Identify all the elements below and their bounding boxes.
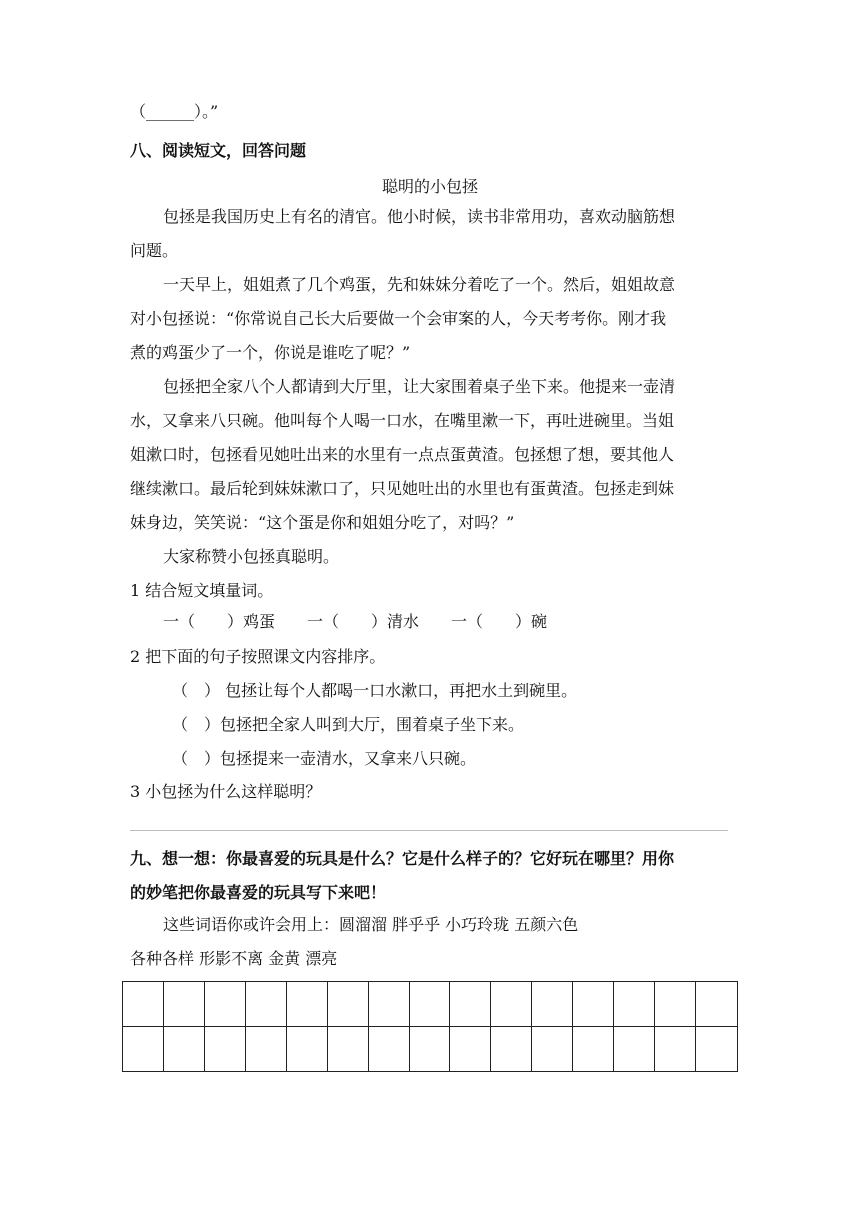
writing-grid-cell[interactable] (410, 1027, 451, 1072)
passage-paragraph-3-line-2: 水，又拿来八只碗。他叫每个人喝一口水，在嘴里漱一下，再吐进碗里。当姐 (130, 411, 675, 430)
passage-paragraph-4: 大家称赞小包拯真聪明。 (163, 547, 340, 566)
section-9-heading-line-2: 的妙笔把你最喜爱的玩具写下来吧！ (130, 883, 387, 902)
writing-grid-cell[interactable] (491, 1027, 532, 1072)
writing-grid-cell[interactable] (164, 982, 205, 1027)
writing-grid-cell[interactable] (655, 1027, 696, 1072)
passage-paragraph-3-line-5: 妹身边，笑笑说：“这个蛋是你和姐姐分吃了，对吗？” (130, 513, 515, 532)
writing-grid-cell[interactable] (328, 1027, 369, 1072)
passage-title: 聪明的小包拯 (381, 177, 478, 196)
writing-grid[interactable] (122, 981, 738, 1072)
writing-grid-cell[interactable] (328, 982, 369, 1027)
passage-paragraph-2-line-3: 煮的鸡蛋少了一个，你说是谁吃了呢？” (130, 343, 411, 362)
writing-grid-cell[interactable] (123, 1027, 164, 1072)
passage-paragraph-2-line-2: 对小包拯说：“你常说自己长大后要做一个会审案的人，今天考考你。刚才我 (130, 309, 667, 328)
writing-grid-cell[interactable] (450, 1027, 491, 1072)
writing-grid-cell[interactable] (246, 1027, 287, 1072)
answer-blank-line: （______）。” (130, 102, 219, 121)
question-2: 2 把下面的句子按照课文内容排序。 (130, 647, 386, 666)
section-8-heading: 八、阅读短文，回答问题 (130, 141, 307, 160)
question-1: 1 结合短文填量词。 (130, 581, 274, 600)
writing-grid-cell[interactable] (696, 1027, 737, 1072)
writing-grid-cell[interactable] (205, 1027, 246, 1072)
writing-grid-cell[interactable] (614, 1027, 655, 1072)
section-9-heading-line-1: 九、想一想：你最喜爱的玩具是什么？它是什么样子的？它好玩在哪里？用你 (130, 849, 675, 868)
writing-grid-cell[interactable] (369, 1027, 410, 1072)
writing-grid-cell[interactable] (369, 982, 410, 1027)
passage-paragraph-3-line-1: 包拯把全家八个人都请到大厅里，让大家围着桌子坐下来。他提来一壶清 (163, 377, 676, 396)
writing-grid-cell[interactable] (246, 982, 287, 1027)
passage-paragraph-1-line-2: 问题。 (130, 241, 179, 260)
writing-grid-cell[interactable] (573, 982, 614, 1027)
word-hints-line-2: 各种各样 形影不离 金黄 漂亮 (130, 949, 338, 968)
writing-grid-cell[interactable] (532, 1027, 573, 1072)
writing-grid-cell[interactable] (614, 982, 655, 1027)
word-hints-line-1: 这些词语你或许会用上：圆溜溜 胖乎乎 小巧玲珑 五颜六色 (163, 915, 579, 934)
passage-paragraph-2-line-1: 一天早上，姐姐煮了几个鸡蛋，先和妹妹分着吃了一个。然后，姐姐故意 (163, 275, 676, 294)
writing-grid-cell[interactable] (205, 982, 246, 1027)
writing-grid-cell[interactable] (123, 982, 164, 1027)
question-2-item-3: （ ）包拯提来一壶清水，又拿来八只碗。 (172, 749, 477, 768)
passage-paragraph-1-line-1: 包拯是我国历史上有名的清官。他小时候，读书非常用功，喜欢动脑筋想 (163, 207, 676, 226)
writing-grid-cell[interactable] (410, 982, 451, 1027)
writing-grid-cell[interactable] (287, 1027, 328, 1072)
question-3: 3 小包拯为什么这样聪明？ (130, 782, 322, 801)
passage-paragraph-3-line-3: 姐漱口时，包拯看见她吐出来的水里有一点点蛋黄渣。包拯想了想，要其他人 (130, 445, 675, 464)
writing-grid-cell[interactable] (532, 982, 573, 1027)
writing-grid-cell[interactable] (696, 982, 737, 1027)
writing-grid-cell[interactable] (491, 982, 532, 1027)
question-1-blanks: 一（ ）鸡蛋 一（ ）清水 一（ ）碗 (163, 612, 548, 631)
writing-grid-cell[interactable] (164, 1027, 205, 1072)
writing-grid-cell[interactable] (450, 982, 491, 1027)
writing-grid-cell[interactable] (655, 982, 696, 1027)
question-2-item-1: （ ） 包拯让每个人都喝一口水漱口，再把水土到碗里。 (172, 681, 578, 700)
answer-line (130, 830, 728, 831)
passage-paragraph-3-line-4: 继续漱口。最后轮到妹妹漱口了，只见她吐出的水里也有蛋黄渣。包拯走到妹 (130, 479, 675, 498)
question-2-item-2: （ ）包拯把全家人叫到大厅，围着桌子坐下来。 (172, 715, 525, 734)
writing-grid-cell[interactable] (287, 982, 328, 1027)
writing-grid-cell[interactable] (573, 1027, 614, 1072)
